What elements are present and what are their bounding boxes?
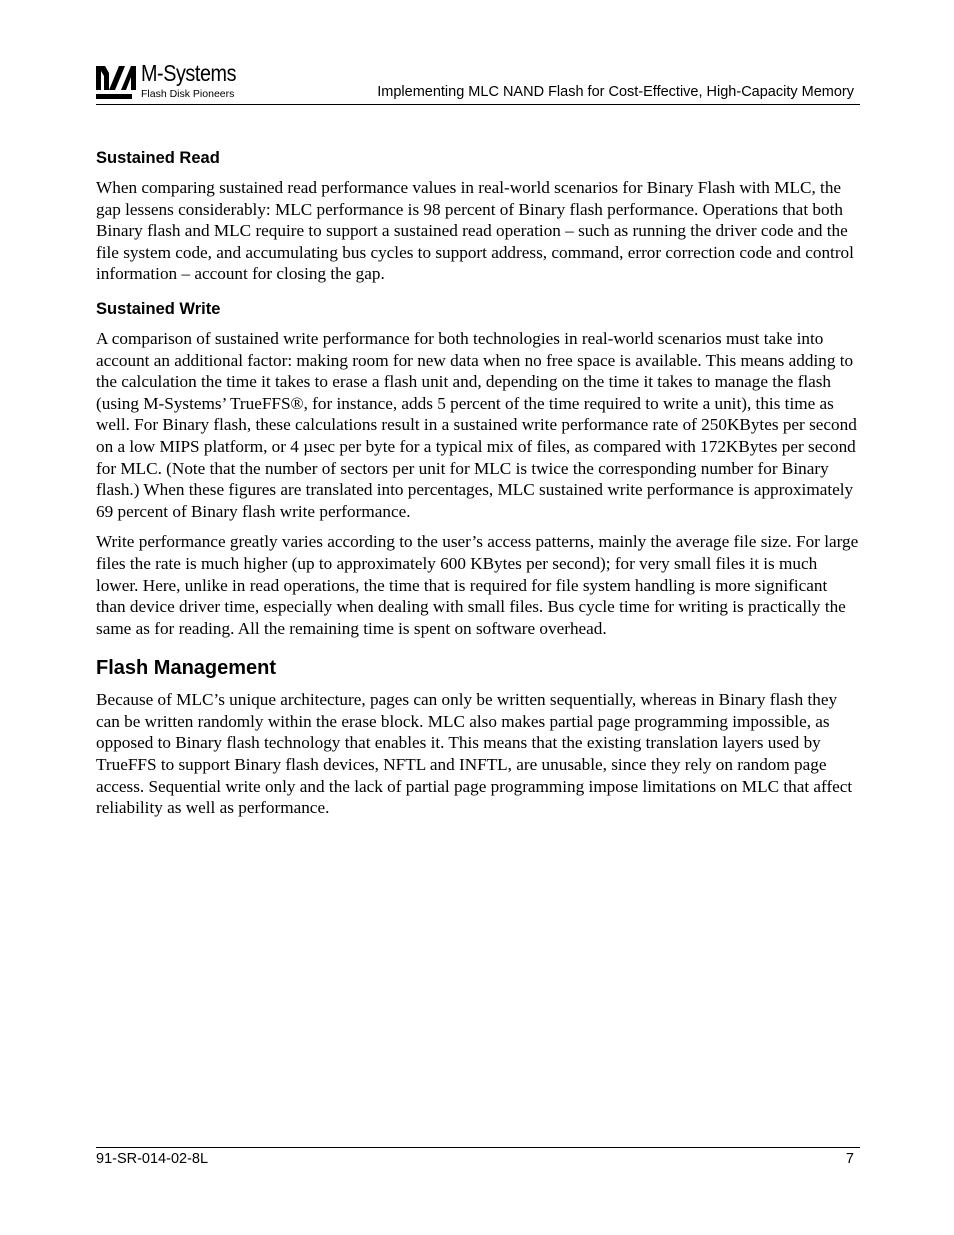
page-footer (96, 1147, 860, 1167)
page-number: 7 (845, 1151, 854, 1167)
page-content (96, 148, 860, 828)
section-heading-flash-management: Flash Management (96, 657, 277, 680)
m-systems-logo (96, 60, 266, 104)
paragraph-flash-management: Because of MLC’s unique architecture, pages can only be written sequentially, whereas in Binary flash they can be written randomly within the erase block. MLC also makes partial page programming impossible, as opposed to Binary flash technology that enables it. This means that the existing translation layers used by TrueFFS to support Binary flash devices, NFTL and INFTL, are unusable, since they rely on random page access. Sequential write only and the lack of partial page programming impose limitations on MLC that affect reliability as well as performance. (96, 690, 853, 818)
section-heading-sustained-read: Sustained Read (96, 149, 220, 167)
document-title: Implementing MLC NAND Flash for Cost-Effective, High-Capacity Memory (377, 84, 854, 100)
logo-tagline: Flash Disk Pioneers (141, 88, 235, 100)
logo-underline-bar (96, 94, 132, 99)
paragraph-sustained-write-2: Write performance greatly varies according to the user’s access patterns, mainly the average file size. For large files the rate is much higher (up to approximately 600 KBytes per second); for very small files it is much lower. Here, unlike in read operations, the time that is required for file system handling is more significant than device driver time, especially when dealing with small files. Bus cycle time for writing is practically the same as for reading. All the remaining time is spent on software overhead. (96, 532, 859, 638)
logo-name: M-Systems (141, 60, 237, 86)
paragraph-sustained-read: When comparing sustained read performance values in real-world scenarios for Binary Flash with MLC, the gap lessens considerably: MLC performance is 98 percent of Binary flash performance. Operations that both Binary flash and MLC require to support a sustained read operation – such as running the driver code and the file system code, and accumulating bus cycles to support address, command, error correction code and control information – account for closing the gap. (96, 178, 854, 284)
paragraph-sustained-write-1: A comparison of sustained write performance for both technologies in real-world scenarios must take into account an additional factor: making room for new data when no free space is available. This means adding to the calculation the time it takes to erase a flash unit and, depending on the time it takes to manage the flash (using M-Systems’ TrueFFS®, for instance, adds 5 percent of the time required to write a unit), this time as well. For Binary flash, these calculations result in a sustained write performance rate of 250KBytes per second on a low MIPS platform, or 4 µsec per byte for a typical mix of files, as compared with 172KBytes per second for MLC. (Note that the number of sectors per unit for MLC is twice the corresponding number for Binary flash.) When these figures are translated into percentages, MLC sustained write performance is approximately 69 percent of Binary flash write performance. (96, 328, 857, 521)
document-id: 91-SR-014-02-8L (96, 1151, 209, 1167)
m-systems-logo-mark-icon (96, 63, 136, 91)
section-heading-sustained-write: Sustained Write (96, 299, 221, 318)
page-header (96, 60, 860, 105)
